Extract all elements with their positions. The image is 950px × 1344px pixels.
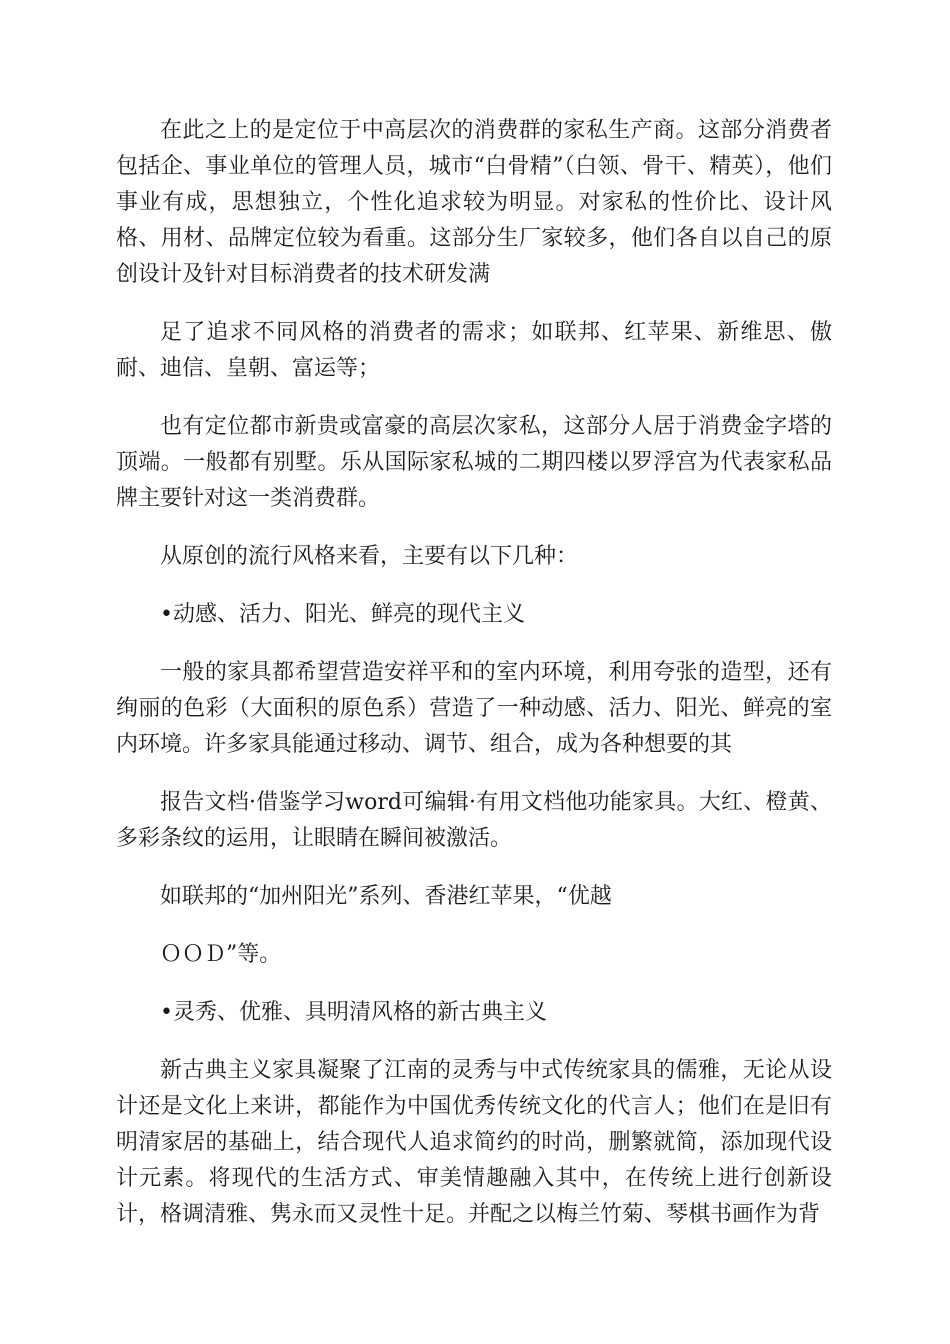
paragraph-high-end: 也有定位都市新贵或富豪的高层次家私，这部分人居于消费金字塔的顶端。一般都有别墅。乐从国际家私城的二期四楼以罗浮宫为代表家私品牌主要针对这一类消费群。 xyxy=(116,414,832,511)
document-body xyxy=(116,113,832,1255)
paragraph-modern-environment: 一般的家具都希望营造安祥平和的室内环境，利用夸张的造型，还有绚丽的色彩（大面积的原色系）营造了一种动感、活力、阳光、鲜亮的室内环境。许多家具能通过移动、调节、组合，成为各种想要的其 xyxy=(116,660,832,757)
paragraph-consumer-segment: 在此之上的是定位于中高层次的消费群的家私生产商。这部分消费者包括企、事业单位的管理人员，城市“白骨精”（白领、骨干、精英），他们事业有成，思想独立，个性化追求较为明显。对家私的性价比、设计风格、用材、品牌定位较为看重。这部分生厂家较多，他们各自以自己的原创设计及针对目标消费者的技术研发满 xyxy=(116,118,832,287)
bullet-neoclassicism: •灵秀、优雅、具明清风格的新古典主义 xyxy=(160,1000,547,1025)
paragraph-neoclassical-description: 新古典主义家具凝聚了江南的灵秀与中式传统家具的儒雅，无论从设计还是文化上来讲，都能作为中国优秀传统文化的代言人；他们在是旧有明清家居的基础上，结合现代人追求简约的时尚，删繁就简，添加现代设计元素。将现代的生活方式、审美情趣融入其中，在传统上进行创新设计，格调清雅、隽永而又灵性十足。并配之以梅兰竹菊、琴棋书画作为背 xyxy=(116,1058,832,1227)
bullet-modernism: •动感、活力、阳光、鲜亮的现代主义 xyxy=(160,602,525,627)
paragraph-modern-colors: 报告文档·借鉴学习word可编辑·有用文档他功能家具。大红、橙黄、多彩条纹的运用，让眼睛在瞬间被激活。 xyxy=(116,790,832,851)
paragraph-modern-examples-cont: ＯＯＤ”等。 xyxy=(160,942,282,967)
paragraph-modern-examples: 如联邦的“加州阳光”系列、香港红苹果，“优越 xyxy=(160,884,612,909)
paragraph-style-intro: 从原创的流行风格来看，主要有以下几种： xyxy=(160,544,579,569)
paragraph-brand-examples: 足了追求不同风格的消费者的需求；如联邦、红苹果、新维思、傲耐、迪信、皇朝、富运等； xyxy=(116,320,832,381)
